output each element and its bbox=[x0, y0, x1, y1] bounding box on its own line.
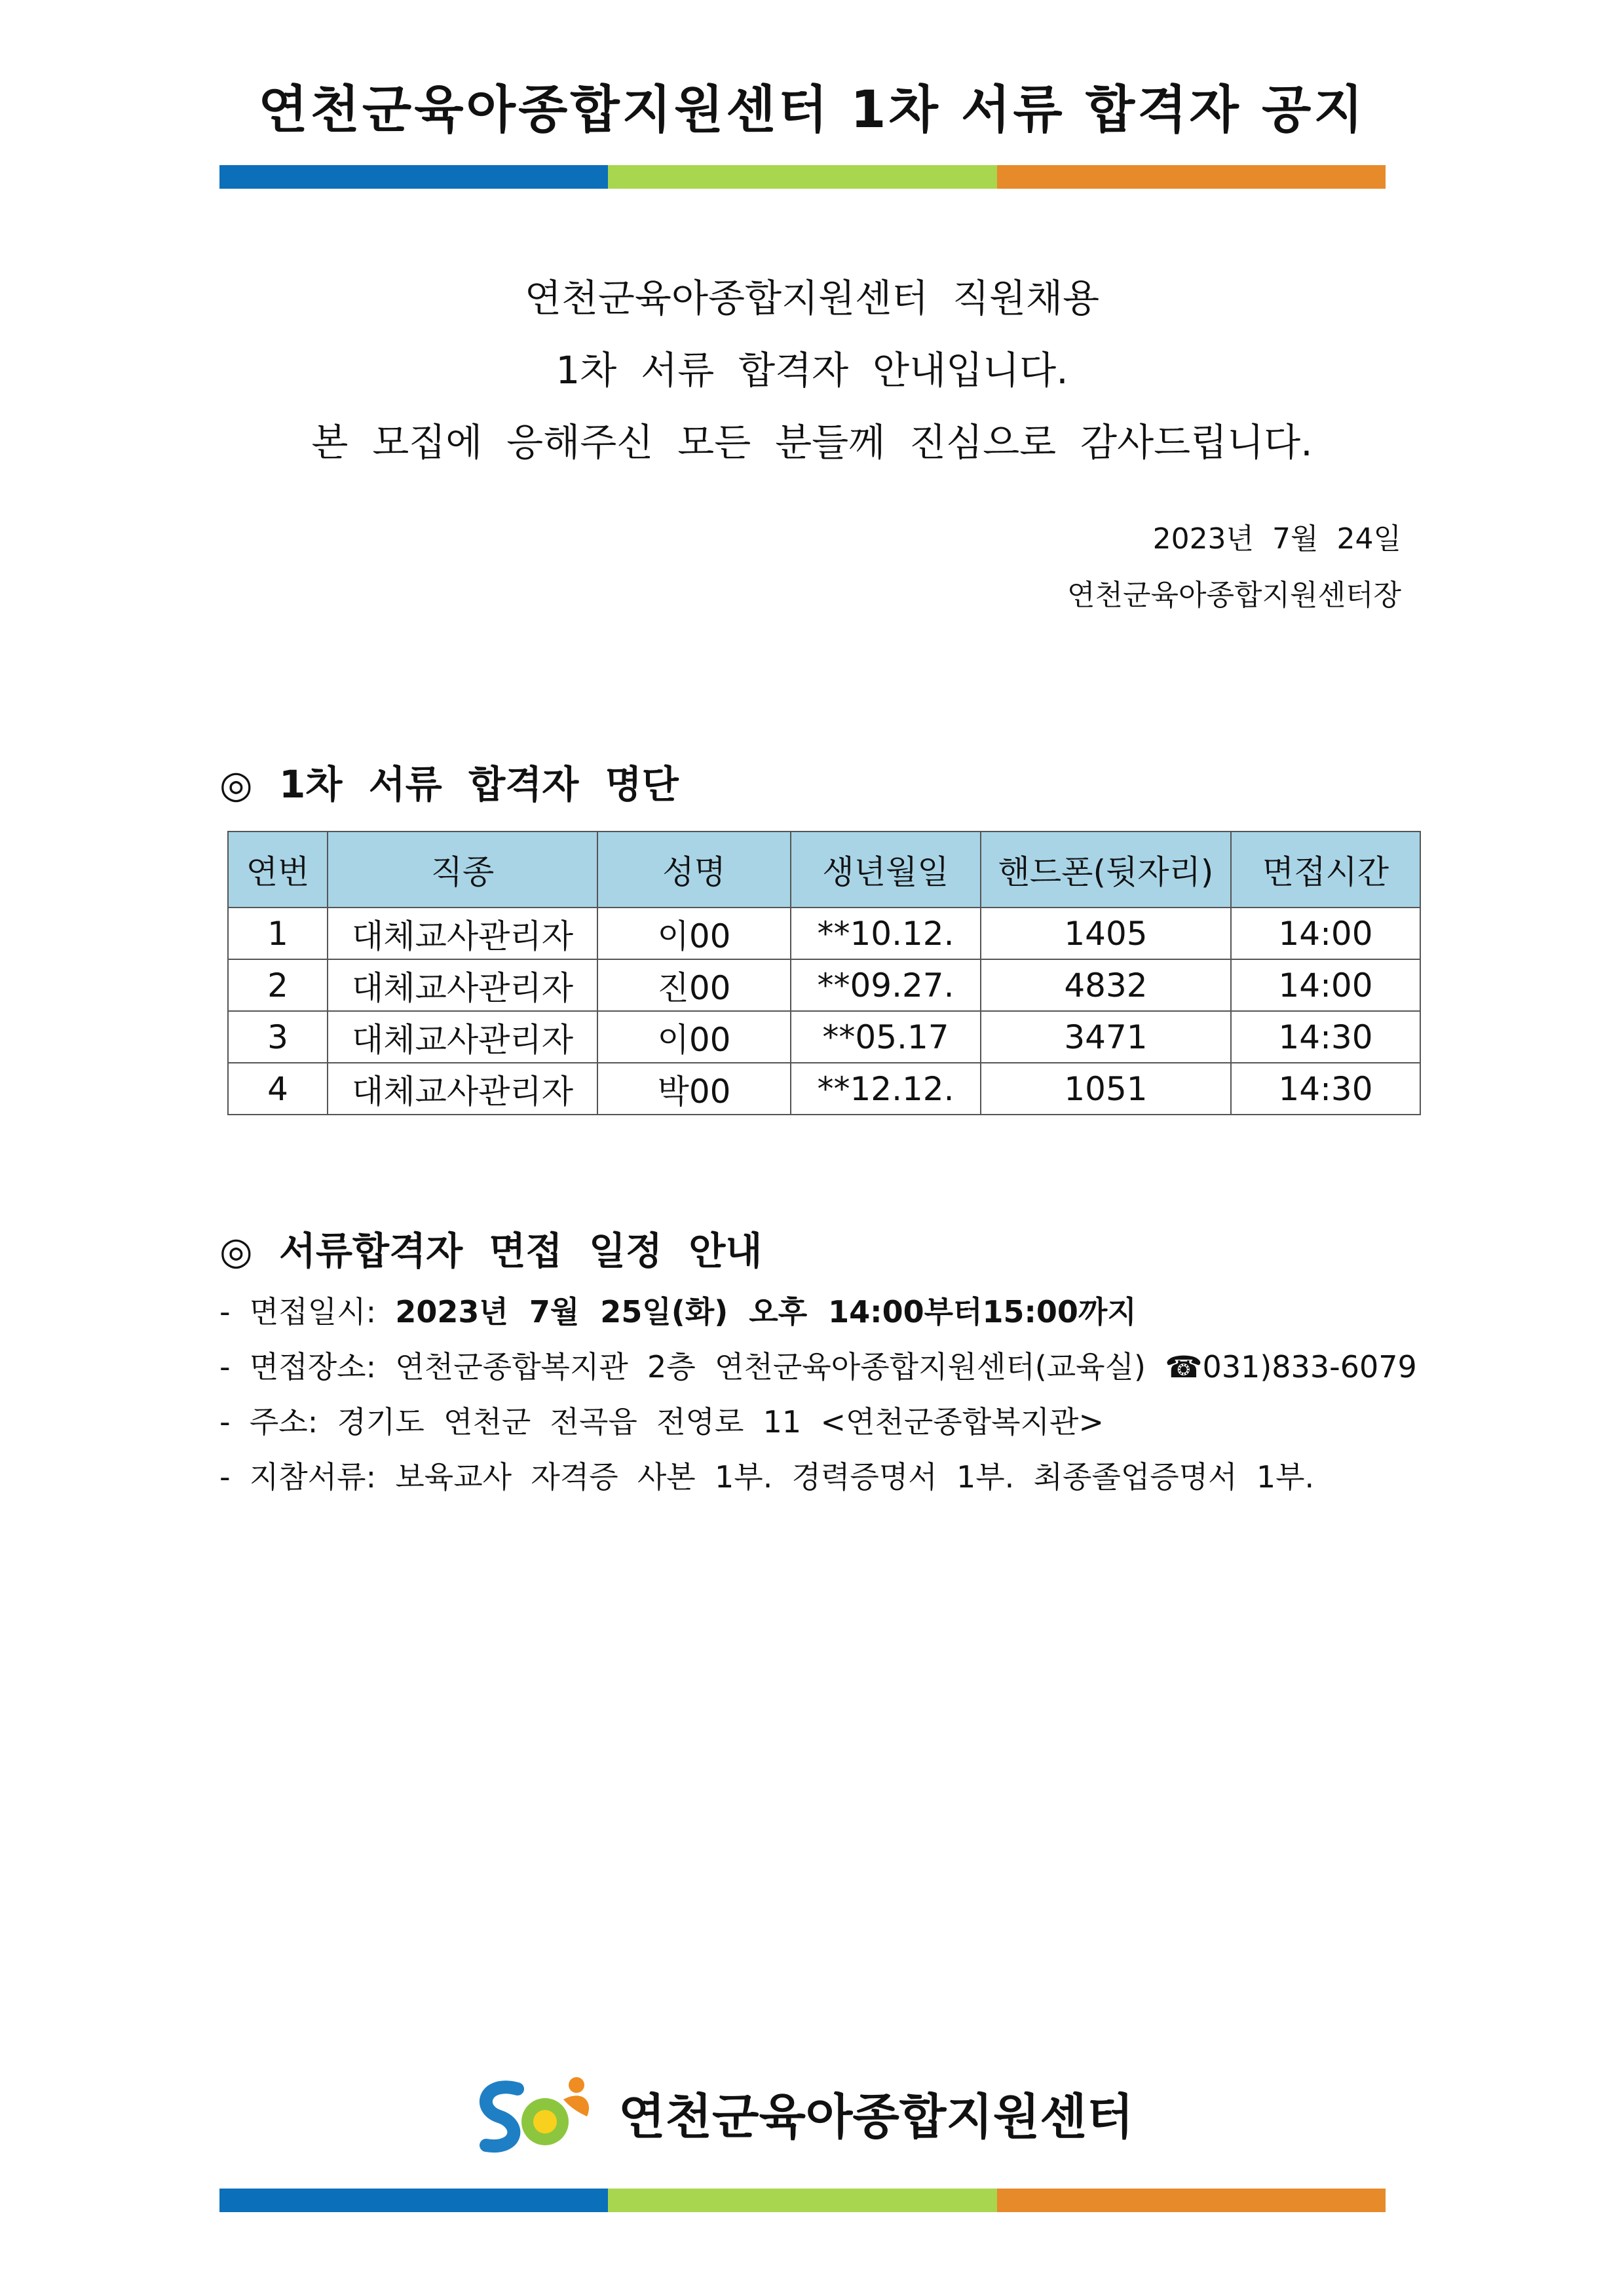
col-header-number: 연번 bbox=[228, 832, 328, 908]
cell-job: 대체교사관리자 bbox=[328, 1063, 597, 1115]
col-header-name: 성명 bbox=[597, 832, 791, 908]
cell-number: 1 bbox=[228, 908, 328, 959]
cell-job: 대체교사관리자 bbox=[328, 959, 597, 1011]
schedule-place: - 면접장소: 연천군종합복지관 2층 연천군육아종합지원센터(교육실) ☎031)833-6079 bbox=[219, 1349, 1417, 1385]
cell-phone: 1051 bbox=[981, 1063, 1231, 1115]
stripe-orange bbox=[997, 2189, 1386, 2212]
footer-org-name: 연천군육아종합지원센터 bbox=[618, 2089, 1134, 2145]
cell-interview-time: 14:00 bbox=[1231, 908, 1420, 959]
page-title: 연천군육아종합지원센터 1차 서류 합격자 공지 bbox=[258, 81, 1366, 140]
cell-birthdate: **09.27. bbox=[791, 959, 981, 1011]
intro-text bbox=[0, 262, 1624, 478]
cell-number: 2 bbox=[228, 959, 328, 1011]
schedule-datetime bbox=[219, 1284, 1417, 1339]
table-row bbox=[228, 908, 1420, 959]
notice-issuer: 연천군육아종합지원센터장 bbox=[1067, 579, 1401, 612]
stripe-green bbox=[608, 165, 996, 189]
logo-leaf bbox=[563, 2095, 589, 2116]
top-color-stripe bbox=[219, 165, 1386, 189]
col-header-interview-time: 면접시간 bbox=[1231, 832, 1420, 908]
stripe-blue bbox=[219, 2189, 608, 2212]
bottom-color-stripe bbox=[219, 2189, 1386, 2212]
stripe-green bbox=[608, 2189, 996, 2212]
roster-header-row bbox=[228, 832, 1420, 908]
intro-line-2: 1차 서류 합격자 안내입니다. bbox=[556, 348, 1068, 392]
intro-line-3: 본 모집에 응해주신 모든 분들께 진심으로 감사드립니다. bbox=[311, 420, 1313, 465]
roster-heading: ◎ 1차 서류 합격자 명단 bbox=[219, 762, 679, 807]
notice-date: 2023년 7월 24일 bbox=[1152, 522, 1401, 556]
cell-job: 대체교사관리자 bbox=[328, 908, 597, 959]
center-logo-svg bbox=[472, 2071, 596, 2156]
schedule-heading: ◎ 서류합격자 면접 일정 안내 bbox=[219, 1229, 763, 1273]
stripe-orange bbox=[997, 165, 1386, 189]
col-header-phone: 핸드폰(뒷자리) bbox=[981, 832, 1231, 908]
cell-number: 4 bbox=[228, 1063, 328, 1115]
signature-block bbox=[1067, 511, 1401, 624]
cell-interview-time: 14:30 bbox=[1231, 1011, 1420, 1063]
cell-name: 이00 bbox=[597, 1011, 791, 1063]
roster-table bbox=[227, 831, 1421, 1115]
cell-name: 박00 bbox=[597, 1063, 791, 1115]
table-row bbox=[228, 1011, 1420, 1063]
cell-birthdate: **05.17 bbox=[791, 1011, 981, 1063]
col-header-job: 직종 bbox=[328, 832, 597, 908]
cell-job: 대체교사관리자 bbox=[328, 1011, 597, 1063]
cell-phone: 3471 bbox=[981, 1011, 1231, 1063]
schedule-address: - 주소: 경기도 연천군 전곡읍 전영로 11 <연천군종합복지관> bbox=[219, 1404, 1105, 1440]
table-row bbox=[228, 959, 1420, 1011]
schedule-list bbox=[219, 1284, 1417, 1504]
cell-interview-time: 14:30 bbox=[1231, 1063, 1420, 1115]
logo-dot bbox=[569, 2077, 584, 2093]
cell-phone: 1405 bbox=[981, 908, 1231, 959]
schedule-datetime-label: - 면접일시: bbox=[219, 1294, 396, 1330]
cell-birthdate: **12.12. bbox=[791, 1063, 981, 1115]
col-header-birthdate: 생년월일 bbox=[791, 832, 981, 908]
logo-swirl bbox=[486, 2087, 518, 2146]
stripe-blue bbox=[219, 165, 608, 189]
table-row bbox=[228, 1063, 1420, 1115]
cell-interview-time: 14:00 bbox=[1231, 959, 1420, 1011]
cell-name: 진00 bbox=[597, 959, 791, 1011]
cell-name: 이00 bbox=[597, 908, 791, 959]
schedule-documents: - 지참서류: 보육교사 자격증 사본 1부. 경력증명서 1부. 최종졸업증명서 1부. bbox=[219, 1459, 1315, 1495]
intro-line-1: 연천군육아종합지원센터 직원채용 bbox=[524, 276, 1100, 320]
schedule-datetime-value: 2023년 7월 25일(화) 오후 14:00부터15:00까지 bbox=[395, 1294, 1137, 1330]
footer-logo bbox=[472, 2071, 1153, 2156]
logo-circle-yellow bbox=[533, 2110, 557, 2133]
cell-birthdate: **10.12. bbox=[791, 908, 981, 959]
center-logo-icon bbox=[472, 2071, 596, 2156]
cell-number: 3 bbox=[228, 1011, 328, 1063]
cell-phone: 4832 bbox=[981, 959, 1231, 1011]
